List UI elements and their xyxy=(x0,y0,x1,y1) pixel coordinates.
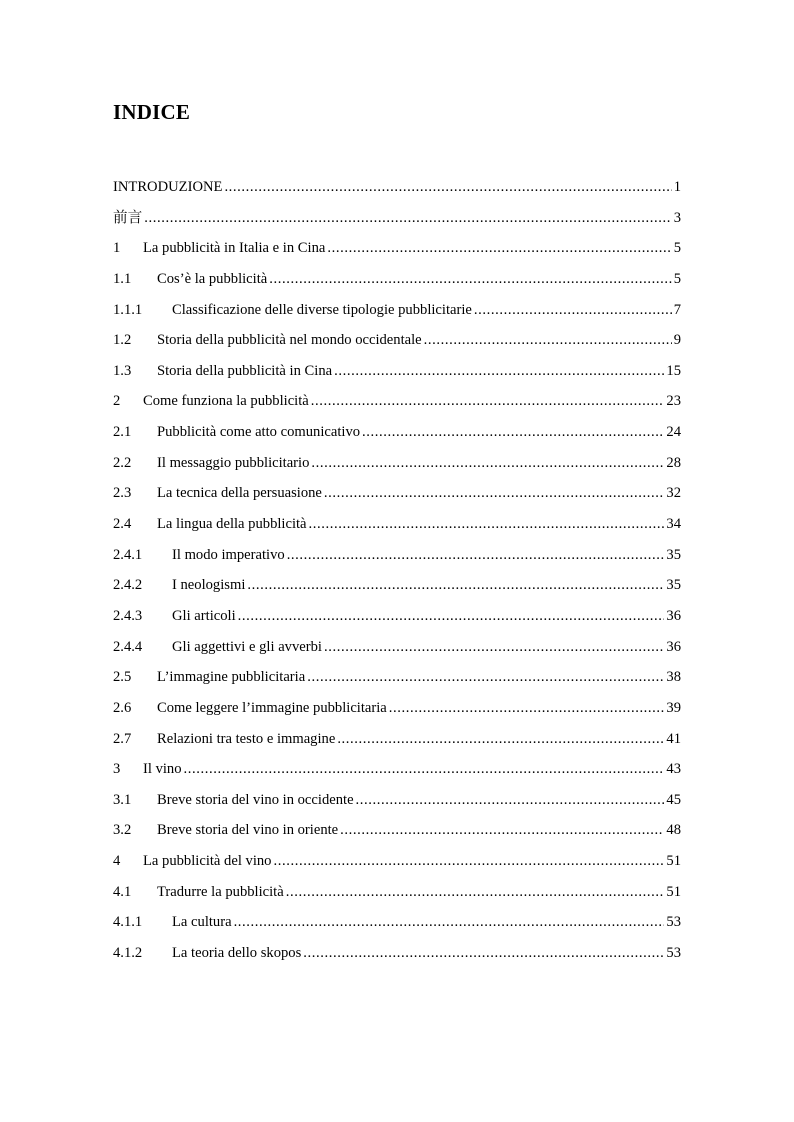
toc-entry-label: La cultura xyxy=(172,914,232,931)
toc-entry[interactable] xyxy=(113,815,681,846)
toc-leader-dots xyxy=(309,509,665,539)
toc-leader-dots xyxy=(286,877,665,907)
toc-entry-number: 3.1 xyxy=(113,791,132,808)
toc-entry-page: 32 xyxy=(666,485,681,502)
toc-entry-label: Il messaggio pubblicitario xyxy=(157,454,310,471)
toc-leader-dots xyxy=(287,540,665,570)
toc-leader-dots xyxy=(334,356,664,386)
toc-entry-number: 3.2 xyxy=(113,822,132,839)
toc-leader-dots xyxy=(327,233,671,263)
toc-leader-dots xyxy=(337,724,664,754)
toc-entry[interactable] xyxy=(113,356,681,387)
toc-entry-number: 2.5 xyxy=(113,669,132,686)
toc-entry-label: Tradurre la pubblicità xyxy=(157,883,284,900)
toc-entry-number: 2.4.3 xyxy=(113,607,143,624)
toc-entry-label: La lingua della pubblicità xyxy=(157,516,307,533)
toc-entry-number: 1.1.1 xyxy=(113,301,143,318)
toc-entry-page: 48 xyxy=(666,822,681,839)
toc-entry-page: 24 xyxy=(666,424,681,441)
toc-entry-number: 4.1.1 xyxy=(113,914,143,931)
toc-entry-page: 51 xyxy=(666,853,681,870)
toc-entry-label: Gli aggettivi e gli avverbi xyxy=(172,638,322,655)
toc-leader-dots xyxy=(324,632,664,662)
toc-entry-label: L’immagine pubblicitaria xyxy=(157,669,306,686)
toc-entry-label: Come funziona la pubblicità xyxy=(143,393,309,410)
toc-leader-dots xyxy=(144,203,672,233)
toc-entry-number: 4.1.2 xyxy=(113,945,143,962)
toc-leader-dots xyxy=(224,172,671,202)
toc-entry[interactable] xyxy=(113,386,681,417)
toc-entry-label: I neologismi xyxy=(172,577,246,594)
toc-entry[interactable] xyxy=(113,172,681,203)
toc-leader-dots xyxy=(424,325,672,355)
toc-entry[interactable] xyxy=(113,448,681,479)
toc-entry-label: 前言 xyxy=(113,209,143,226)
toc-entry-number: 4 xyxy=(113,853,121,870)
toc-entry-page: 51 xyxy=(666,883,681,900)
toc-entry-number: 2.7 xyxy=(113,730,132,747)
toc-entry-label: La tecnica della persuasione xyxy=(157,485,322,502)
toc-leader-dots xyxy=(303,938,664,968)
toc-entry-page: 53 xyxy=(666,914,681,931)
toc-entry-label: La teoria dello skopos xyxy=(172,945,302,962)
toc-leader-dots xyxy=(238,601,665,631)
toc-leader-dots xyxy=(269,264,671,294)
toc-entry-page: 3 xyxy=(673,209,681,226)
toc-entry-page: 1 xyxy=(673,179,681,195)
toc-entry-number: 2.4.2 xyxy=(113,577,143,594)
toc-entry[interactable] xyxy=(113,632,681,663)
toc-entry-label: Breve storia del vino in occidente xyxy=(157,791,354,808)
toc-entry-label: Pubblicità come atto comunicativo xyxy=(157,424,361,441)
toc-leader-dots xyxy=(247,570,664,600)
toc-entry-number: 4.1 xyxy=(113,883,132,900)
toc-entry-page: 5 xyxy=(673,240,681,257)
toc-entry[interactable] xyxy=(113,724,681,755)
toc-entry-number: 1 xyxy=(113,240,121,257)
toc-entry-page: 28 xyxy=(666,454,681,471)
toc-entry-label: Il modo imperativo xyxy=(172,546,285,563)
toc-entry-label: Storia della pubblicità nel mondo occidentale xyxy=(157,332,422,349)
toc-entry-page: 39 xyxy=(666,699,681,716)
toc-entry-number: 2.6 xyxy=(113,699,132,716)
toc-entry-number: 1.2 xyxy=(113,332,132,349)
toc-entry-number: 1.1 xyxy=(113,270,132,287)
toc-entry-number: 2.4.1 xyxy=(113,546,143,563)
toc-leader-dots xyxy=(389,693,665,723)
toc-leader-dots xyxy=(184,754,665,784)
toc-entry-label: Relazioni tra testo e immagine xyxy=(157,730,336,747)
toc-entry-label: Cos’è la pubblicità xyxy=(157,270,268,287)
toc-entry-page: 36 xyxy=(666,638,681,655)
toc-entry-page: 35 xyxy=(666,546,681,563)
toc-entry[interactable] xyxy=(113,693,681,724)
toc-leader-dots xyxy=(273,846,664,876)
toc-leader-dots xyxy=(234,907,665,937)
toc-entry[interactable] xyxy=(113,509,681,540)
toc-entry[interactable] xyxy=(113,295,681,326)
toc-leader-dots xyxy=(307,662,664,692)
toc-entry-page: 43 xyxy=(666,761,681,778)
toc-entry-page: 36 xyxy=(666,607,681,624)
toc-entry-page: 34 xyxy=(666,516,681,533)
toc-entry-label: Classificazione delle diverse tipologie pubblicitarie xyxy=(172,301,472,318)
page-title: INDICE xyxy=(113,100,191,124)
toc-leader-dots xyxy=(362,417,664,447)
toc-entry-page: 45 xyxy=(666,791,681,808)
toc-entry-number: 2.3 xyxy=(113,485,132,502)
toc-entry-number: 3 xyxy=(113,761,121,778)
toc-entry[interactable] xyxy=(113,417,681,448)
toc-leader-dots xyxy=(311,448,664,478)
toc-entry-label: Gli articoli xyxy=(172,607,236,624)
toc-entry-page: 41 xyxy=(666,730,681,747)
toc-entry-number: 2 xyxy=(113,393,121,410)
toc-entry[interactable] xyxy=(113,540,681,571)
toc-entry-label: La pubblicità in Italia e in Cina xyxy=(143,240,326,257)
table-of-contents xyxy=(113,172,681,969)
toc-entry-page: 9 xyxy=(673,332,681,349)
toc-entry-page: 53 xyxy=(666,945,681,962)
toc-entry[interactable] xyxy=(113,601,681,632)
toc-entry-label: Storia della pubblicità in Cina xyxy=(157,362,333,379)
toc-entry[interactable] xyxy=(113,877,681,908)
toc-entry-page: 23 xyxy=(666,393,681,410)
toc-entry-page: 5 xyxy=(673,270,681,287)
toc-entry-number: 2.1 xyxy=(113,424,132,441)
toc-entry-number: 1.3 xyxy=(113,362,132,379)
toc-entry[interactable] xyxy=(113,938,681,969)
toc-entry[interactable] xyxy=(113,754,681,785)
toc-entry-number: 2.2 xyxy=(113,454,132,471)
toc-entry-label: Breve storia del vino in oriente xyxy=(157,822,339,839)
toc-leader-dots xyxy=(324,478,664,508)
toc-entry-page: 38 xyxy=(666,669,681,686)
toc-entry-number: 2.4 xyxy=(113,516,132,533)
toc-leader-dots xyxy=(474,295,672,325)
toc-entry-label: La pubblicità del vino xyxy=(143,853,272,870)
toc-entry[interactable] xyxy=(113,785,681,816)
toc-leader-dots xyxy=(340,815,664,845)
toc-entry[interactable] xyxy=(113,478,681,509)
toc-entry-page: 7 xyxy=(673,301,681,318)
toc-entry[interactable] xyxy=(113,325,681,356)
toc-entry[interactable] xyxy=(113,203,681,234)
toc-leader-dots xyxy=(311,386,665,416)
toc-entry-label: INTRODUZIONE xyxy=(113,179,223,195)
toc-entry[interactable] xyxy=(113,570,681,601)
toc-entry[interactable] xyxy=(113,264,681,295)
toc-entry[interactable] xyxy=(113,846,681,877)
toc-entry[interactable] xyxy=(113,907,681,938)
toc-entry-label: Il vino xyxy=(143,761,182,778)
toc-entry[interactable] xyxy=(113,233,681,264)
toc-entry-page: 15 xyxy=(666,362,681,379)
toc-leader-dots xyxy=(356,785,665,815)
toc-entry-page: 35 xyxy=(666,577,681,594)
toc-entry[interactable] xyxy=(113,662,681,693)
toc-entry-number: 2.4.4 xyxy=(113,638,143,655)
toc-entry-label: Come leggere l’immagine pubblicitaria xyxy=(157,699,387,716)
